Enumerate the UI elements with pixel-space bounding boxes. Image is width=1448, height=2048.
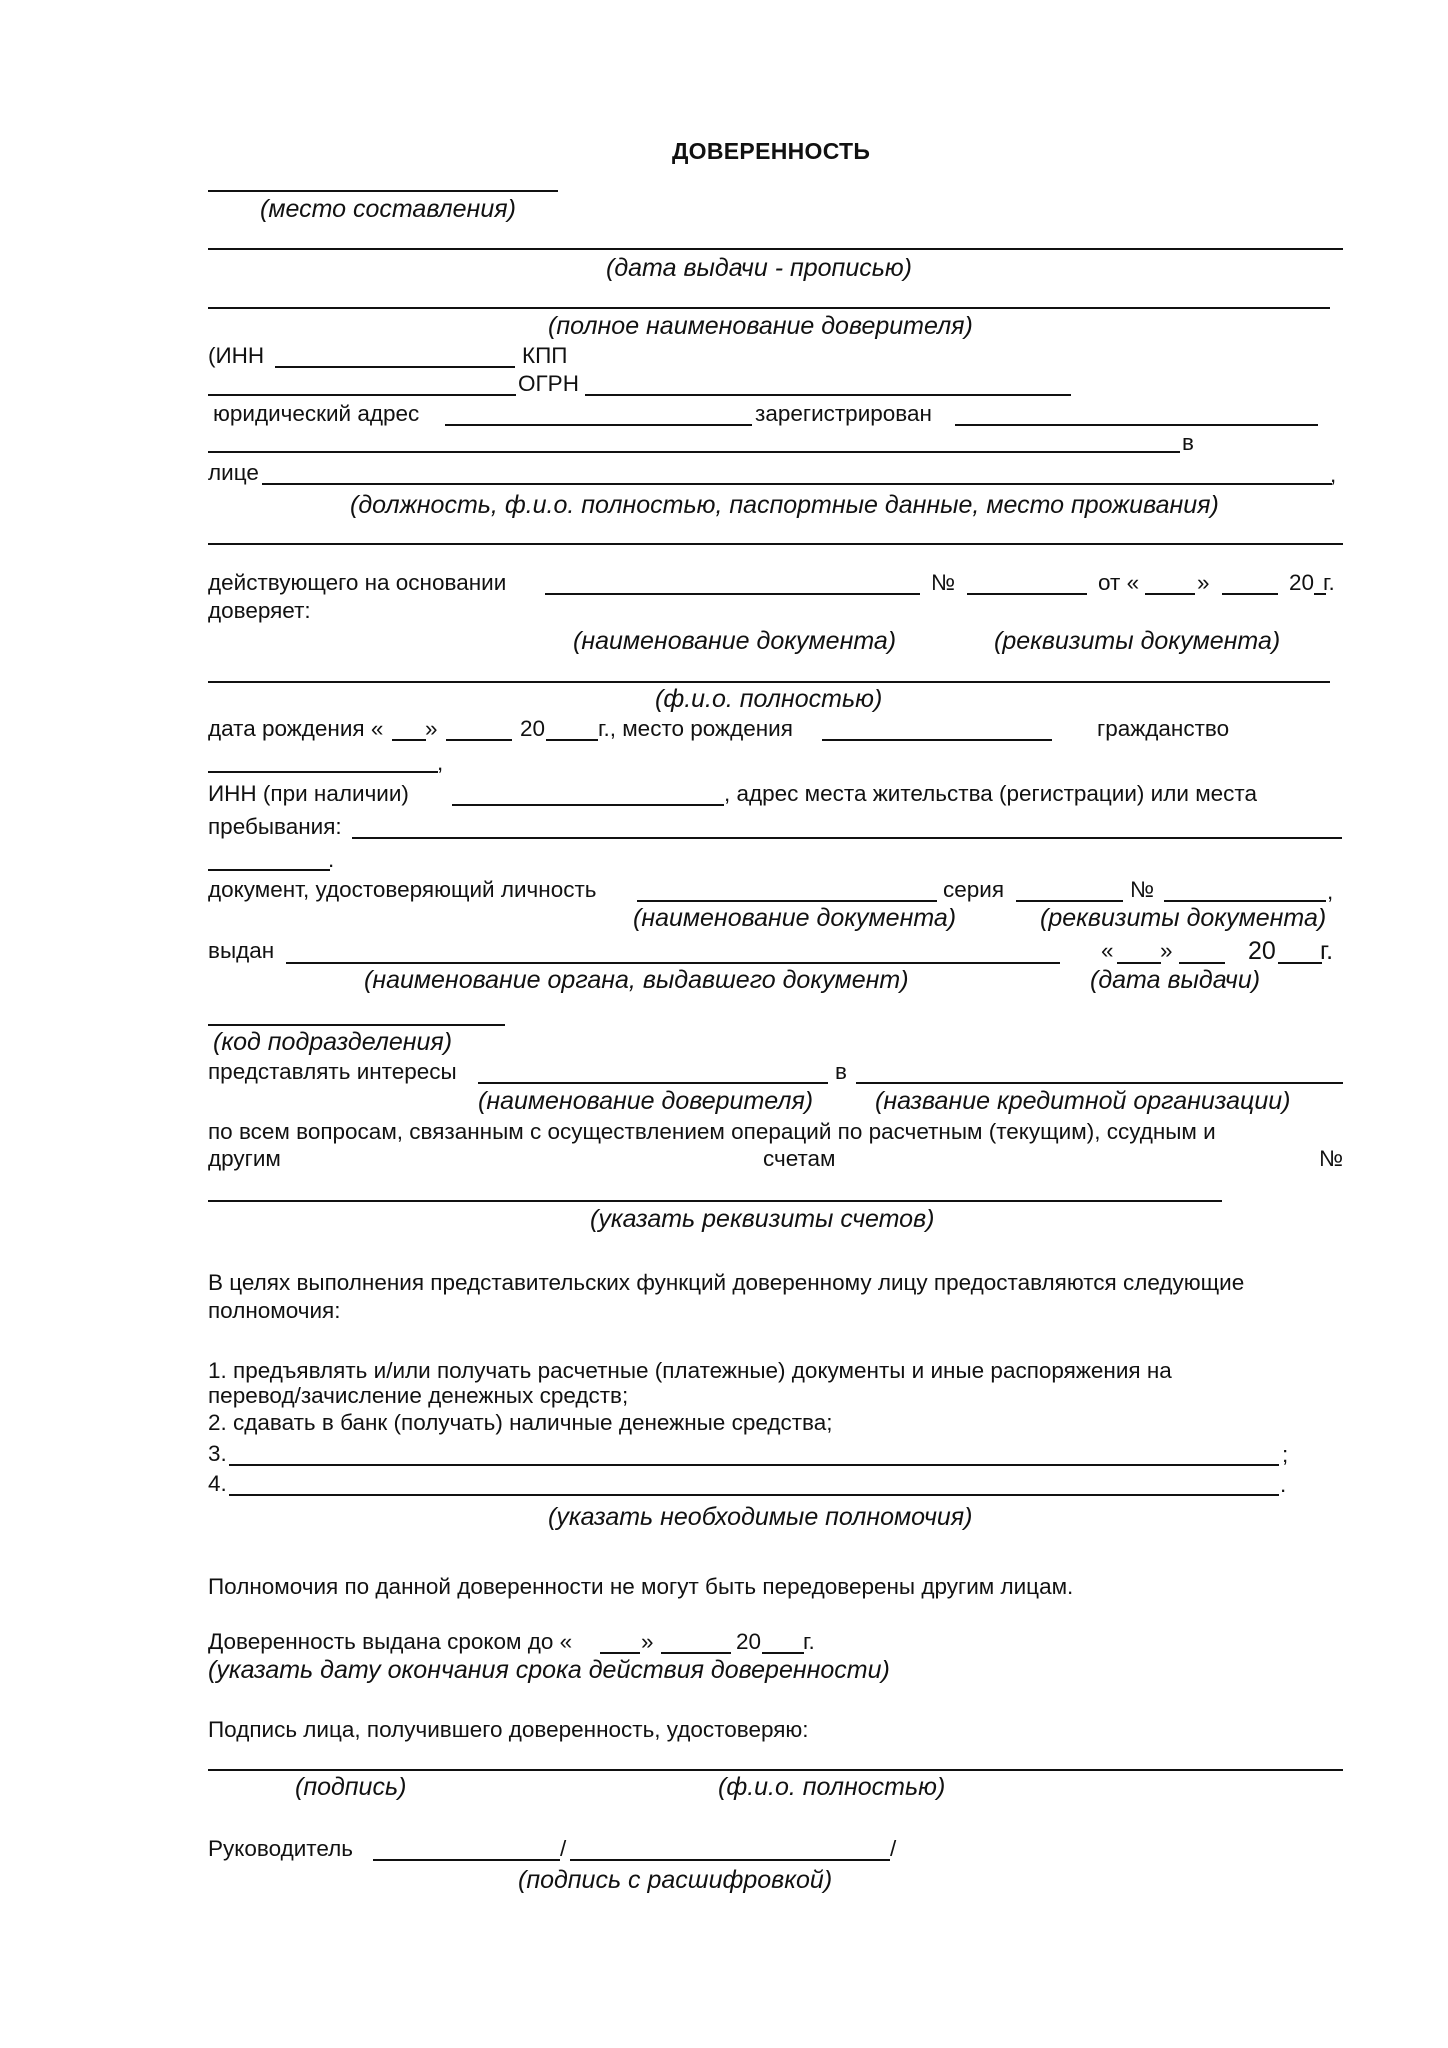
inn-label: (ИНН — [208, 343, 265, 368]
address-residence-label: , адрес места жительства (регистрации) или места — [724, 781, 1257, 806]
no-redelegation: Полномочия по данной доверенности не могут быть передоверены другим лицам. — [208, 1574, 1074, 1599]
entrusts-label: доверяет: — [208, 598, 311, 623]
powers-caption: (указать необходимые полномочия) — [548, 1503, 973, 1531]
signature-line — [208, 1769, 1343, 1771]
fio-caption-2: (ф.и.о. полностью) — [718, 1773, 946, 1801]
valid-caption: (указать дату окончания срока действия доверенности) — [208, 1656, 890, 1684]
place-caption: (место составления) — [260, 195, 516, 223]
comma-3: , — [1327, 879, 1334, 904]
stay-label: пребывания: — [208, 814, 342, 839]
issue-year-suffix: г. — [1320, 937, 1334, 965]
principal-caption-2: (наименование доверителя) — [478, 1087, 814, 1115]
issue-date-caption: (дата выдачи) — [1090, 966, 1261, 994]
item-1-line-a: 1. предъявлять и/или получать расчетные (платежные) документы и иные распоряжения на — [208, 1358, 1172, 1383]
issued-label: выдан — [208, 938, 275, 963]
valid-month-line — [661, 1652, 731, 1654]
inn-line — [275, 366, 515, 368]
principal-caption: (полное наименование доверителя) — [548, 312, 973, 340]
person-caption: (должность, ф.и.о. полностью, паспортные данные, место проживания) — [350, 491, 1219, 519]
registered-line — [955, 424, 1318, 426]
issue-year-20: 20 — [1248, 937, 1276, 965]
birth-month-line — [446, 739, 512, 741]
valid-until-label: Доверенность выдана сроком до « — [208, 1629, 573, 1654]
issuer-caption: (наименование органа, выдавшего документ) — [364, 966, 909, 994]
accounts-line — [208, 1200, 1222, 1202]
inn-optional-label: ИНН (при наличии) — [208, 781, 409, 806]
fio-caption: (ф.и.о. полностью) — [655, 685, 883, 713]
kpp-line — [208, 394, 516, 396]
registered-label: зарегистрирован — [755, 401, 932, 426]
valid-year-line — [762, 1652, 804, 1654]
doc-name-caption: (наименование документа) — [573, 627, 897, 655]
represent-label: представлять интересы — [208, 1059, 457, 1084]
birth-day-line — [392, 739, 426, 741]
series-label: серия — [943, 877, 1005, 902]
citizenship-line — [208, 771, 438, 773]
from-label: от « — [1098, 570, 1140, 595]
item-3-line — [229, 1464, 1279, 1466]
fio-line — [208, 681, 1330, 683]
valid-year-20: 20 — [736, 1629, 762, 1654]
kpp-label: КПП — [522, 343, 568, 368]
item-4-label: 4. — [208, 1471, 227, 1496]
person-details-line — [208, 543, 1343, 545]
slash-1: / — [560, 1836, 567, 1861]
head-signature-line — [373, 1859, 560, 1861]
birth-year-line — [546, 739, 598, 741]
item-2: 2. сдавать в банк (получать) наличные денежные средства; — [208, 1410, 833, 1435]
valid-year-suffix: г. — [803, 1629, 815, 1654]
all-questions-other: другим — [208, 1146, 281, 1171]
series-line — [1016, 900, 1123, 902]
birth-place-label: г., место рождения — [598, 716, 793, 741]
birth-place-line — [822, 739, 1052, 741]
id-document-line — [637, 900, 937, 902]
item-4-line — [229, 1494, 1279, 1496]
purpose-line-1: В целях выполнения представительских функций доверенному лицу предоставляются следующие — [208, 1270, 1245, 1295]
period-2: . — [1280, 1472, 1287, 1497]
head-label: Руководитель — [208, 1836, 353, 1861]
issue-day-line — [1117, 962, 1161, 964]
number-sign-3: № — [1319, 1146, 1344, 1171]
birth-year-20: 20 — [520, 716, 546, 741]
id-document-label: документ, удостоверяющий личность — [208, 877, 597, 902]
signature-certify: Подпись лица, получившего доверенность, удостоверяю: — [208, 1717, 809, 1742]
date-line — [208, 248, 1343, 250]
number-sign: № — [931, 570, 956, 595]
semicolon: ; — [1282, 1442, 1289, 1467]
division-code-line — [208, 1024, 505, 1026]
year-suffix: г. — [1323, 570, 1335, 595]
all-questions-accounts: счетам — [763, 1146, 836, 1171]
id-number-line — [1164, 900, 1326, 902]
purpose-line-2: полномочия: — [208, 1298, 341, 1323]
doc-details-caption: (реквизиты документа) — [994, 627, 1281, 655]
slash-2: / — [890, 1836, 897, 1861]
basis-day-line — [1145, 593, 1195, 595]
registration-line — [208, 451, 1180, 453]
basis-number-line — [967, 593, 1087, 595]
inn-optional-line — [452, 804, 724, 806]
issuer-line — [286, 962, 1060, 964]
id-doc-details-caption: (реквизиты документа) — [1040, 904, 1327, 932]
head-name-line — [570, 1859, 890, 1861]
issue-year-line — [1278, 962, 1322, 964]
birth-date-label: дата рождения « — [208, 716, 384, 741]
person-label: лице — [208, 460, 259, 485]
date-caption: (дата выдачи - прописью) — [606, 254, 912, 282]
represent-line — [478, 1082, 828, 1084]
quote-close-2: » — [425, 716, 438, 741]
stay-line — [352, 837, 1342, 839]
all-questions-line-1: по всем вопросам, связанным с осуществлением операций по расчетным (текущим), ссудным и — [208, 1119, 1216, 1144]
issue-month-line — [1179, 962, 1225, 964]
bank-line — [856, 1082, 1343, 1084]
ogrn-line — [585, 394, 1071, 396]
quote-close: » — [1197, 570, 1210, 595]
issue-open-quote: « — [1101, 938, 1114, 963]
ogrn-label: ОГРН — [518, 371, 579, 396]
principal-line — [208, 307, 1330, 309]
bank-caption: (название кредитной организации) — [875, 1087, 1291, 1115]
issue-quote-close: » — [1160, 938, 1173, 963]
signature-caption: (подпись) — [295, 1773, 407, 1801]
document-title: ДОВЕРЕННОСТЬ — [672, 138, 871, 164]
comma: , — [1330, 462, 1337, 487]
division-caption: (код подразделения) — [213, 1028, 453, 1056]
basis-line — [545, 593, 920, 595]
stay-line-2 — [208, 869, 330, 871]
valid-quote-close: » — [641, 1629, 654, 1654]
citizenship-label: гражданство — [1097, 716, 1230, 741]
in-label-2: в — [835, 1059, 847, 1084]
sign-decoding-caption: (подпись с расшифровкой) — [518, 1866, 833, 1894]
person-line — [262, 483, 1332, 485]
acting-label: действующего на основании — [208, 570, 507, 595]
id-doc-name-caption: (наименование документа) — [633, 904, 957, 932]
valid-day-line — [600, 1652, 640, 1654]
legal-address-line — [445, 424, 752, 426]
period: . — [328, 847, 335, 872]
year-20: 20 — [1289, 570, 1315, 595]
basis-month-line — [1222, 593, 1278, 595]
item-1-line-b: перевод/зачисление денежных средств; — [208, 1383, 629, 1408]
legal-address-label: юридический адрес — [213, 401, 420, 426]
accounts-caption: (указать реквизиты счетов) — [590, 1205, 935, 1233]
item-3-label: 3. — [208, 1441, 227, 1466]
comma-2: , — [437, 750, 444, 775]
in-label: в — [1182, 430, 1194, 455]
place-line — [208, 190, 558, 192]
number-sign-2: № — [1130, 877, 1155, 902]
